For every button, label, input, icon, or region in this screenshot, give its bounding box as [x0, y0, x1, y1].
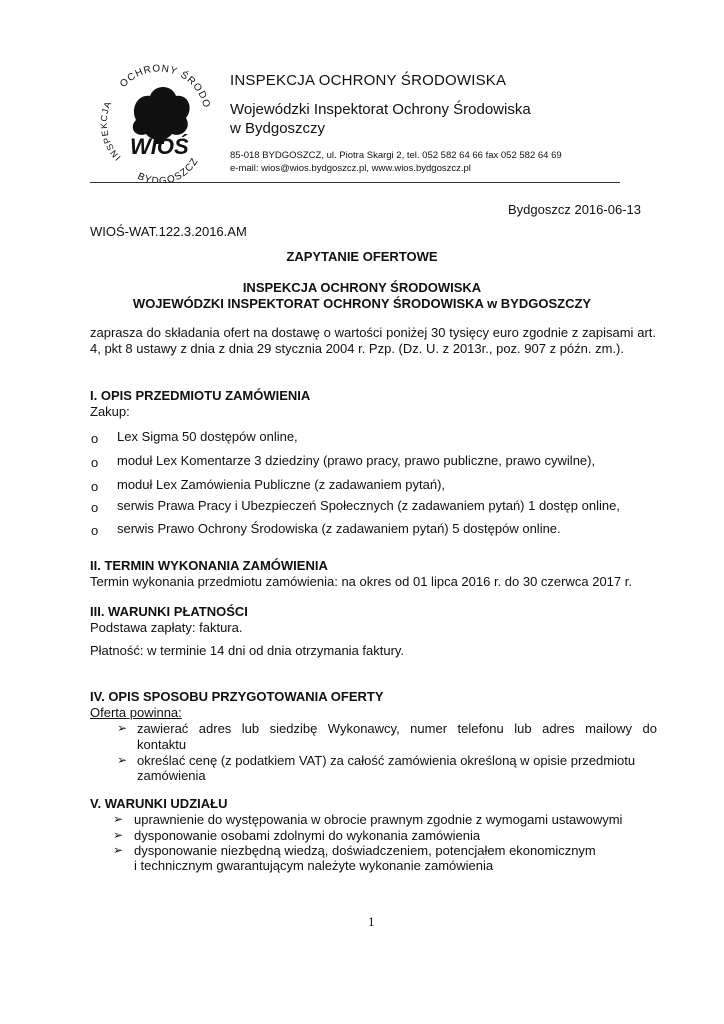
list-item: zawierać adres lub siedzibę Wykonawcy, numer telefonu lub adres mailowy do	[137, 721, 657, 736]
section1-heading: I. OPIS PRZEDMIOTU ZAMÓWIENIA	[90, 388, 311, 403]
arrow-bullet-icon: ➢	[117, 753, 128, 767]
document-date: Bydgoszcz 2016-06-13	[508, 202, 641, 217]
logo-left-text: INSPE JA	[100, 99, 123, 163]
section3-line1: Podstawa zapłaty: faktura.	[90, 620, 243, 635]
intro-paragraph: zaprasza do składania ofert na dostawę o wartości poniżej 30 tysięcy euro zgodnie z zapisami art. 4, pkt 8 ustawy z dnia z dnia 29 stycznia 2004 r. Pzp. (Dz. U. z 2013r., poz. 907 z późn. zm.).	[90, 325, 656, 356]
list-item-continuation: kontaktu	[137, 737, 187, 752]
header-divider	[90, 182, 620, 183]
section4-heading: IV. OPIS SPOSOBU PRZYGOTOWANIA OFERTY	[90, 689, 384, 704]
institution-name: INSPEKCJA OCHRONY ŚRODOWISKA	[230, 72, 507, 89]
arrow-bullet-icon: ➢	[117, 721, 128, 735]
subtitle-line1: INSPEKCJA OCHRONY ŚRODOWISKA	[242, 280, 482, 295]
bullet-symbol: o	[91, 523, 99, 538]
section3-heading: III. WARUNKI PŁATNOŚCI	[90, 604, 248, 619]
list-item-continuation: zamówienia	[137, 768, 206, 783]
logo-mark: WIOŚ	[130, 134, 189, 159]
logo-top-text: OCHRONY ŚRODO	[118, 63, 213, 110]
contact-block	[230, 149, 562, 175]
list-item: uprawnienie do występowania w obrocie prawnym zgodnie z wymogami ustawowymi	[134, 812, 623, 827]
arrow-bullet-icon: ➢	[113, 828, 124, 842]
section1-lead: Zakup:	[90, 404, 130, 419]
reference-number: WIOŚ-WAT.122.3.2016.AM	[90, 224, 247, 239]
bullet-symbol: o	[91, 431, 99, 446]
wios-logo	[100, 58, 218, 182]
arrow-bullet-icon: ➢	[113, 812, 124, 826]
section2-text: Termin wykonania przedmiotu zamówienia: na okres od 01 lipca 2016 r. do 30 czerwca 2017 r.	[90, 574, 632, 589]
subtitle-line2: WOJEWÓDZKI INSPEKTORAT OCHRONY ŚRODOWISKA w BYDGOSZCZY	[132, 296, 592, 311]
section3-line2: Płatność: w terminie 14 dni od dnia otrzymania faktury.	[90, 643, 405, 658]
list-item-continuation: i technicznym gwarantującym należyte wykonanie zamówienia	[134, 858, 494, 873]
bullet-symbol: o	[91, 455, 99, 470]
list-item: moduł Lex Komentarze 3 dziedziny (prawo pracy, prawo publiczne, prawo cywilne),	[117, 453, 596, 468]
bullet-symbol: o	[91, 500, 99, 515]
section4-lead: Oferta powinna:	[90, 705, 182, 720]
page-number: 1	[368, 914, 375, 929]
logo-bottom-text: BYDGOSZCZ	[135, 155, 201, 182]
contact-line: e-mail: wios@wios.bydgoszcz.pl, www.wios.bydgoszcz.pl	[230, 163, 471, 174]
list-item: określać cenę (z podatkiem VAT) za całość zamówienia określoną w opisie przedmiotu	[137, 753, 636, 768]
section2-heading: II. TERMIN WYKONANIA ZAMÓWIENIA	[90, 558, 328, 573]
wios-logo-emblem	[100, 58, 218, 182]
list-item: serwis Prawo Ochrony Środowiska (z zadawaniem pytań) 5 dostępów online.	[117, 521, 561, 536]
inspectorate-line1: Wojewódzki Inspektorat Ochrony Środowiska	[230, 101, 531, 118]
svg-text:BYDGOSZCZ	[136, 156, 201, 182]
document-title: ZAPYTANIE OFERTOWE	[286, 249, 438, 264]
arrow-bullet-icon: ➢	[113, 843, 124, 857]
inspectorate-line2: w Bydgoszczy	[230, 120, 326, 137]
svg-text:INSPEKCJA	[100, 99, 123, 162]
address-line: 85-018 BYDGOSZCZ, ul. Piotra Skargi 2, tel. 052 582 64 66 fax 052 582 64 69	[230, 150, 562, 161]
list-item: dysponowanie osobami zdolnymi do wykonania zamówienia	[134, 828, 481, 843]
section5-heading: V. WARUNKI UDZIAŁU	[90, 796, 228, 811]
inspectorate-name	[230, 100, 531, 138]
list-item: moduł Lex Zamówienia Publiczne (z zadawaniem pytań),	[117, 477, 446, 492]
list-item: Lex Sigma 50 dostępów online,	[117, 429, 298, 444]
list-item: dysponowanie niezbędną wiedzą, doświadczeniem, potencjałem ekonomicznym	[134, 843, 596, 858]
list-item: serwis Prawa Pracy i Ubezpieczeń Społecznych (z zadawaniem pytań) 1 dostęp online,	[117, 498, 620, 513]
bullet-symbol: o	[91, 479, 99, 494]
